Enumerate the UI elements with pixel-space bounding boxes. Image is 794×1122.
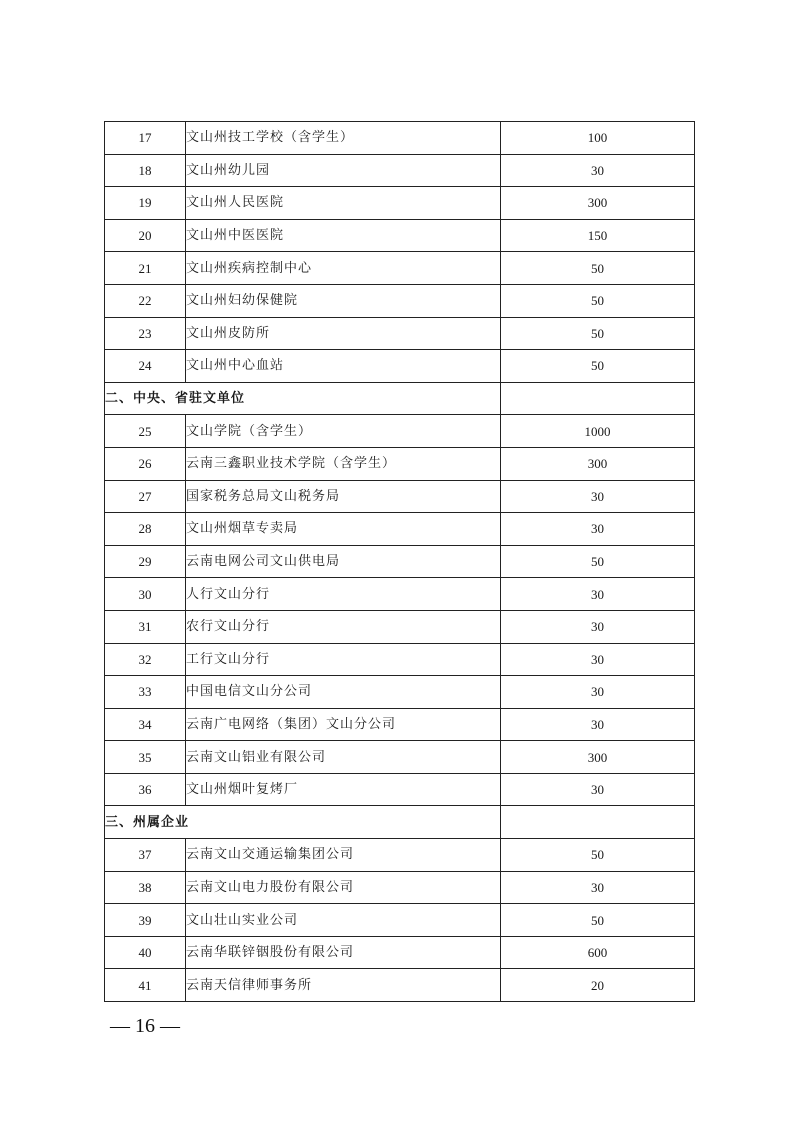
unit-value: 20 [501, 969, 695, 1002]
unit-value: 300 [501, 447, 695, 480]
unit-name: 文山州技工学校（含学生） [186, 122, 501, 155]
table-row [105, 415, 695, 448]
unit-name: 人行文山分行 [186, 578, 501, 611]
row-number: 39 [105, 904, 186, 937]
unit-name: 文山州幼儿园 [186, 154, 501, 187]
table-row [105, 545, 695, 578]
unit-name: 文山州妇幼保健院 [186, 284, 501, 317]
table-row [105, 154, 695, 187]
row-number: 25 [105, 415, 186, 448]
table-row [105, 871, 695, 904]
unit-name: 文山州人民医院 [186, 187, 501, 220]
table-row [105, 578, 695, 611]
unit-name: 文山州中医医院 [186, 219, 501, 252]
table-row [105, 317, 695, 350]
table-row [105, 284, 695, 317]
unit-value: 1000 [501, 415, 695, 448]
section-row [105, 806, 695, 839]
section-empty-cell [501, 806, 695, 839]
unit-name: 工行文山分行 [186, 643, 501, 676]
table-row [105, 676, 695, 709]
unit-value: 30 [501, 480, 695, 513]
unit-name: 云南华联锌铟股份有限公司 [186, 936, 501, 969]
unit-value: 30 [501, 708, 695, 741]
units-table [104, 121, 695, 1002]
section-title: 二、中央、省驻文单位 [105, 382, 501, 415]
unit-name: 文山州烟草专卖局 [186, 513, 501, 546]
unit-name: 农行文山分行 [186, 610, 501, 643]
row-number: 24 [105, 350, 186, 383]
unit-value: 50 [501, 350, 695, 383]
row-number: 22 [105, 284, 186, 317]
row-number: 40 [105, 936, 186, 969]
row-number: 17 [105, 122, 186, 155]
table-row [105, 741, 695, 774]
unit-value: 300 [501, 187, 695, 220]
unit-value: 300 [501, 741, 695, 774]
unit-value: 30 [501, 578, 695, 611]
table-row [105, 187, 695, 220]
row-number: 34 [105, 708, 186, 741]
section-title: 三、州属企业 [105, 806, 501, 839]
unit-value: 50 [501, 545, 695, 578]
row-number: 20 [105, 219, 186, 252]
unit-value: 30 [501, 773, 695, 806]
row-number: 38 [105, 871, 186, 904]
row-number: 41 [105, 969, 186, 1002]
table-row [105, 773, 695, 806]
table-row [105, 513, 695, 546]
unit-value: 30 [501, 676, 695, 709]
table-row [105, 969, 695, 1002]
table-row [105, 839, 695, 872]
unit-name: 云南文山铝业有限公司 [186, 741, 501, 774]
row-number: 27 [105, 480, 186, 513]
unit-name: 云南电网公司文山供电局 [186, 545, 501, 578]
unit-value: 150 [501, 219, 695, 252]
unit-value: 50 [501, 252, 695, 285]
unit-name: 文山州烟叶复烤厂 [186, 773, 501, 806]
table-row [105, 219, 695, 252]
unit-name: 云南文山交通运输集团公司 [186, 839, 501, 872]
table-row [105, 904, 695, 937]
unit-value: 30 [501, 513, 695, 546]
row-number: 18 [105, 154, 186, 187]
unit-name: 云南广电网络（集团）文山分公司 [186, 708, 501, 741]
unit-value: 30 [501, 871, 695, 904]
unit-value: 50 [501, 284, 695, 317]
unit-name: 云南天信律师事务所 [186, 969, 501, 1002]
row-number: 33 [105, 676, 186, 709]
unit-name: 文山学院（含学生） [186, 415, 501, 448]
table-row [105, 708, 695, 741]
unit-value: 50 [501, 317, 695, 350]
table-row [105, 643, 695, 676]
unit-name: 云南三鑫职业技术学院（含学生） [186, 447, 501, 480]
section-empty-cell [501, 382, 695, 415]
unit-value: 50 [501, 839, 695, 872]
table-row [105, 610, 695, 643]
row-number: 32 [105, 643, 186, 676]
table-row [105, 480, 695, 513]
row-number: 23 [105, 317, 186, 350]
row-number: 35 [105, 741, 186, 774]
unit-value: 600 [501, 936, 695, 969]
unit-name: 文山州中心血站 [186, 350, 501, 383]
unit-value: 30 [501, 154, 695, 187]
unit-value: 30 [501, 643, 695, 676]
row-number: 29 [105, 545, 186, 578]
row-number: 28 [105, 513, 186, 546]
table-row [105, 252, 695, 285]
unit-name: 云南文山电力股份有限公司 [186, 871, 501, 904]
row-number: 31 [105, 610, 186, 643]
row-number: 21 [105, 252, 186, 285]
row-number: 36 [105, 773, 186, 806]
table-row [105, 350, 695, 383]
row-number: 30 [105, 578, 186, 611]
unit-name: 文山州疾病控制中心 [186, 252, 501, 285]
table-row [105, 122, 695, 155]
row-number: 19 [105, 187, 186, 220]
row-number: 26 [105, 447, 186, 480]
table-row [105, 447, 695, 480]
unit-name: 中国电信文山分公司 [186, 676, 501, 709]
unit-name: 文山州皮防所 [186, 317, 501, 350]
section-row [105, 382, 695, 415]
units-table-body [105, 122, 695, 1002]
unit-value: 30 [501, 610, 695, 643]
unit-name: 国家税务总局文山税务局 [186, 480, 501, 513]
unit-value: 50 [501, 904, 695, 937]
unit-value: 100 [501, 122, 695, 155]
table-row [105, 936, 695, 969]
page-number: — 16 — [110, 1015, 180, 1037]
unit-name: 文山壮山实业公司 [186, 904, 501, 937]
row-number: 37 [105, 839, 186, 872]
